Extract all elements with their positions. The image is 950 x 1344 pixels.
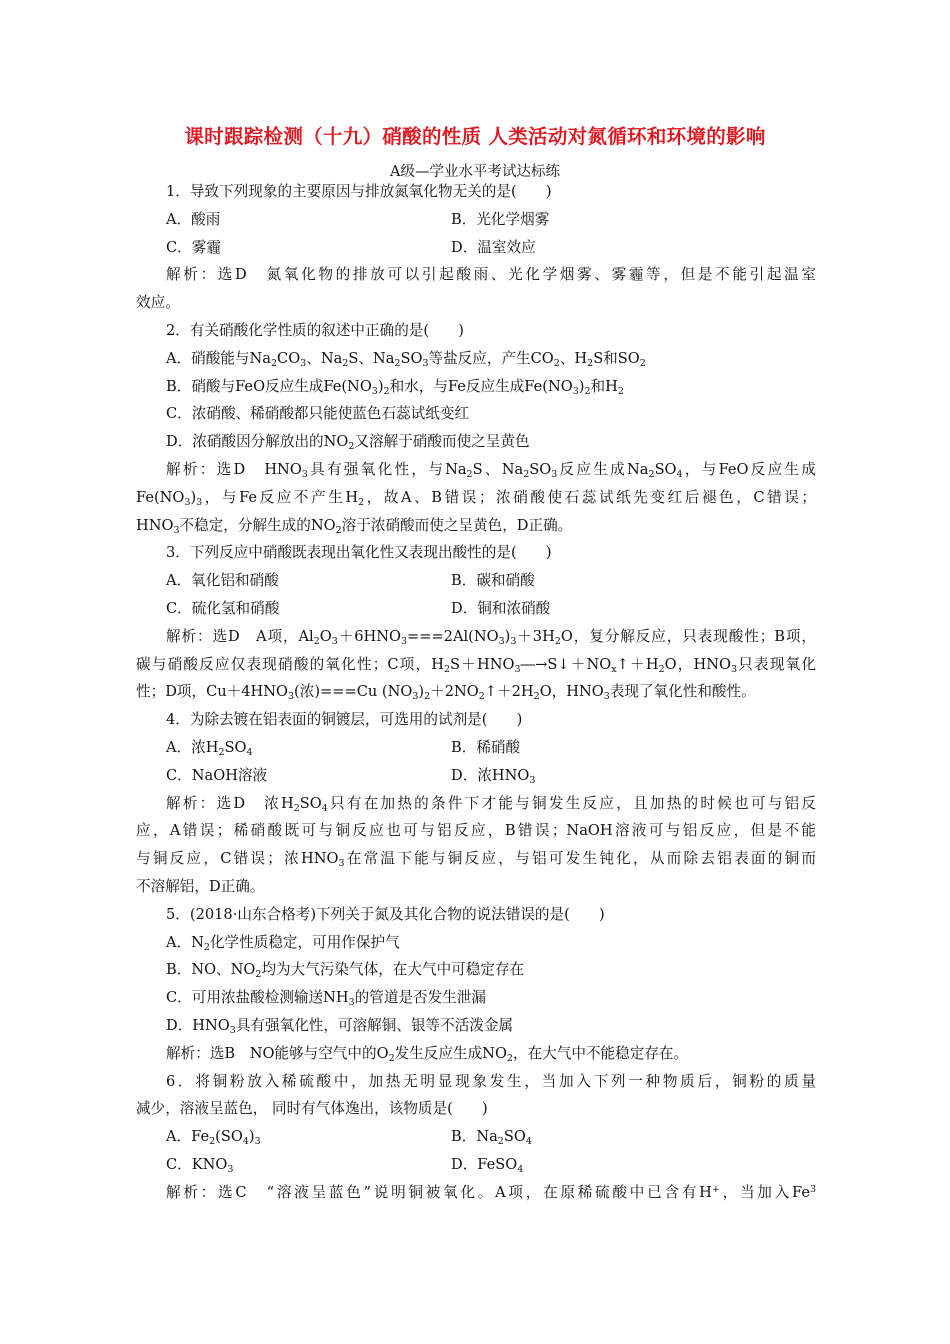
q6-options-ab bbox=[136, 1123, 816, 1151]
section-subtitle: A级—学业水平考试达标练 bbox=[390, 164, 560, 180]
q1-stem: 1．导致下列现象的主要原因与排放氮氧化物无关的是( ) bbox=[166, 183, 552, 200]
q4-explanation-line1: 解析：选D 浓$H_2SO_4$只有在加热的条件下才能与铜发生反应，且加热的时候也可与铝反 bbox=[166, 794, 816, 814]
q4-option-b: B．稀硝酸 bbox=[451, 738, 521, 756]
q4-stem: 4．为除去镀在铝表面的铜镀层，可选用的试剂是( ) bbox=[166, 711, 523, 729]
page-title: 课时跟踪检测（十九）硝酸的性质 人类活动对氮循环和环境的影响 bbox=[184, 125, 766, 148]
q2-option-c: C．浓硝酸、稀硝酸都只能使蓝色石蕊试纸变红 bbox=[166, 405, 470, 423]
q4-option-d: D．浓$HNO_3$ bbox=[451, 766, 536, 786]
q1-options-cd bbox=[136, 234, 816, 262]
q1-explanation-line2: 效应。 bbox=[136, 294, 180, 312]
q3-explanation-line3: 性；D项，$Cu+4HNO_3$(浓)===Cu $(NO_3)_2+2NO_2↑+2H_2O$，$HNO_3$表现了氧化性和酸性。 bbox=[136, 683, 756, 703]
q5-option-d: D．$HNO_3$具有强氧化性，可溶解铜、银等不活泼金属 bbox=[166, 1016, 514, 1036]
q6-options-cd bbox=[136, 1151, 816, 1179]
question-list bbox=[136, 178, 816, 1206]
q3-option-b: B．碳和硝酸 bbox=[451, 572, 535, 590]
q2-explanation-line3: $HNO_3$不稳定，分解生成的$NO_2$溶于浓硝酸而使之呈黄色，D正确。 bbox=[136, 516, 573, 536]
q2-explanation-line1: 解析：选D $HNO_3$具有强氧化性，与$Na_2S$、$Na_2SO_3$反应生成$Na_2SO_4$，与FeO反应生成 bbox=[166, 460, 816, 480]
q6-stem-line2: 减少，溶液呈蓝色， 同时有气体逸出，该物质是( ) bbox=[136, 1100, 488, 1118]
q5-option-a: A．$N_2$化学性质稳定，可用作保护气 bbox=[166, 933, 400, 953]
q5-stem: 5．(2018·山东合格考)下列关于氮及其化合物的说法错误的是( ) bbox=[166, 905, 605, 923]
q3-explanation-line1: 解析：选D A项，$Al_2O_3+6HNO_3===2Al(NO_3)_3+3H_2O$，复分解反应，只表现酸性；B项， bbox=[166, 627, 817, 647]
q2-option-a: A．硝酸能与$Na_2CO_3$、$Na_2S$、$Na_2SO_3$等盐反应，产生$CO_2$、$H_2S$和$SO_2$ bbox=[166, 349, 646, 369]
q1-option-d: D．温室效应 bbox=[451, 238, 536, 256]
q5-option-b: B．NO、$NO_2$均为大气污染气体，在大气中可稳定存在 bbox=[166, 961, 525, 981]
q3-options-ab bbox=[136, 567, 816, 595]
q3-option-c: C．硫化氢和硝酸 bbox=[166, 599, 280, 617]
q4-options-ab bbox=[136, 734, 816, 762]
q5-option-c: C．可用浓盐酸检测输送$NH_3$的管道是否发生泄漏 bbox=[166, 989, 487, 1009]
q1-option-c: C．雾霾 bbox=[166, 238, 221, 256]
q3-stem: 3．下列反应中硝酸既表现出氧化性又表现出酸性的是( ) bbox=[166, 544, 552, 562]
q4-option-a: A．浓$H_2SO_4$ bbox=[166, 738, 253, 758]
q2-option-d: D．浓硝酸因分解放出的$NO_2$又溶解于硝酸而使之呈黄色 bbox=[166, 433, 530, 453]
q3-options-cd bbox=[136, 595, 816, 623]
q4-option-c: C．NaOH溶液 bbox=[166, 766, 268, 784]
q3-explanation-line2: 碳与硝酸反应仅表现硝酸的氧化性；C项，$H_2S+HNO_3―\to S↓+NO_x↑+H_2O$，$HNO_3$只表现氧化 bbox=[136, 655, 816, 675]
q2-stem: 2．有关硝酸化学性质的叙述中正确的是( ) bbox=[166, 321, 464, 339]
q6-option-d: D．FeSO$_4$ bbox=[451, 1155, 524, 1175]
q6-option-b: B．$Na_2SO_4$ bbox=[451, 1128, 532, 1148]
q3-option-a: A．氧化铝和硝酸 bbox=[166, 572, 279, 590]
q1-option-a: A．酸雨 bbox=[166, 210, 221, 228]
q1-options-ab bbox=[136, 206, 816, 234]
q4-explanation-line4: 不溶解铝，D正确。 bbox=[136, 877, 265, 895]
q6-option-a: A．$Fe_2(SO_4)_3$ bbox=[166, 1128, 261, 1148]
q2-explanation-line2: $Fe(NO_3)_3$，与Fe反应不产生$H_2$，故A、B错误；浓硝酸使石蕊试纸先变红后褪色，C错误； bbox=[136, 488, 816, 508]
q4-explanation-line2: 应，A错误；稀硝酸既可与铜反应也可与铝反应，B错误；NaOH溶液可与铝反应，但是不能 bbox=[136, 822, 816, 840]
q6-option-c: C．$KNO_3$ bbox=[166, 1155, 234, 1175]
q1-option-b: B．光化学烟雾 bbox=[451, 210, 550, 228]
q4-explanation-line3: 与铜反应，C错误；浓$HNO_3$在常温下能与铜反应，与铝可发生钝化，从而除去铝表面的铜而 bbox=[136, 850, 816, 870]
q6-explanation-line1: 解析：选C “溶液呈蓝色”说明铜被氧化。A项，在原稀硫酸中已含有H+，当加入Fe$^3$ bbox=[166, 1183, 816, 1201]
q2-option-b: B．硝酸与FeO反应生成$Fe(NO_3)_2$和水，与Fe反应生成$Fe(NO_3)_2$和$H_2$ bbox=[166, 377, 624, 397]
q4-options-cd bbox=[136, 762, 816, 790]
q3-option-d: D．铜和浓硝酸 bbox=[451, 599, 551, 617]
q1-explanation-line1: 解析：选D 氮氧化物的排放可以引起酸雨、光化学烟雾、雾霾等，但是不能引起温室 bbox=[166, 266, 816, 284]
q6-stem-line1: 6．将铜粉放入稀硫酸中，加热无明显现象发生，当加入下列一种物质后，铜粉的质量 bbox=[166, 1072, 816, 1090]
q5-explanation-line1: 解析：选B NO能够与空气中的$O_2$发生反应生成$NO_2$，在大气中不能稳定存在。 bbox=[166, 1044, 689, 1064]
